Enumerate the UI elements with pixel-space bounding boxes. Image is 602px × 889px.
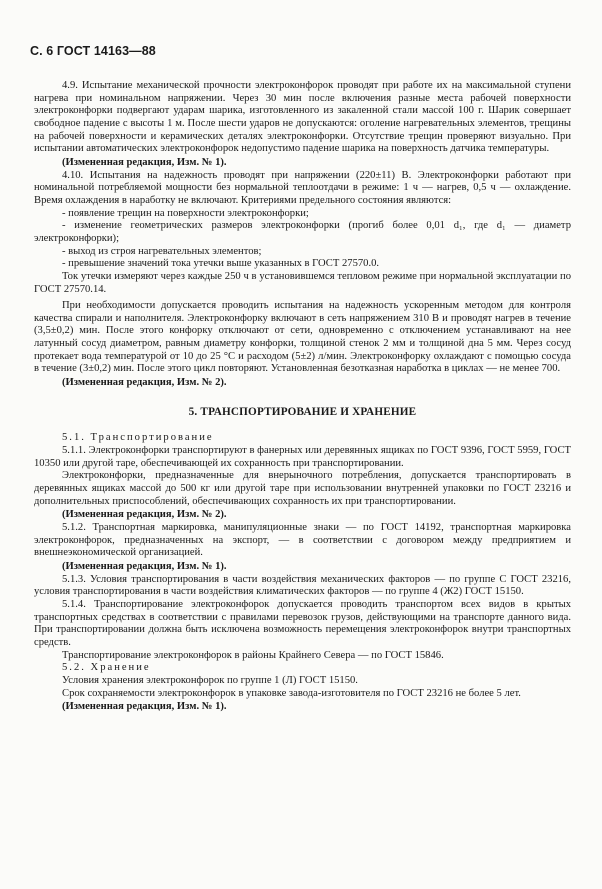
- subsection-5-1: 5.1. Транспортирование: [62, 432, 214, 444]
- criteria-item: - появление трещин на поверхности электроконфорки;: [62, 207, 309, 219]
- criteria-item: - изменение геометрических размеров электроконфорки (прогиб более 0,01 d₁, где d₁ — диаметр электроконфорки);: [34, 220, 571, 244]
- page-header: С. 6 ГОСТ 14163—88: [30, 44, 156, 58]
- paragraph-shelf-life: Срок сохраняемости электроконфорок в упаковке завода-изготовителя по ГОСТ 23216 не более 5 лет.: [62, 687, 521, 699]
- edition-note: (Измененная редакция, Изм. № 1).: [62, 560, 227, 572]
- edition-note: (Измененная редакция, Изм. № 1).: [62, 156, 227, 168]
- edition-note: (Измененная редакция, Изм. № 1).: [62, 701, 227, 713]
- paragraph-leakage-current: Ток утечки измеряют через каждые 250 ч в установившемся тепловом режиме при нормальной эксплуатации по ГОСТ 27570.14.: [34, 270, 571, 295]
- paragraph-5-1-3: 5.1.3. Условия транспортирования в части воздействия механических факторов — по группе С ГОСТ 23216, условия транспортирования в части воздействия климатических факторов — по группе 4 (Ж2) ГОСТ 15150.: [34, 573, 571, 598]
- edition-note: (Измененная редакция, Изм. № 2).: [62, 509, 227, 521]
- paragraph-5-1-4-b: Транспортирование электроконфорок в районы Крайнего Севера — по ГОСТ 15846.: [62, 649, 444, 661]
- document-body: [34, 80, 571, 714]
- paragraph-5-1-4: 5.1.4. Транспортирование электроконфорок допускается проводить транспортом всех видов в крытых транспортных средствах в соответствии с правилами перевозок грузов, действующими на транспорте данного вида. При транспортировании должна быть исключена возможность перемещения электроконфорок внутри транспортных средств.: [34, 598, 571, 648]
- paragraph-4-9: 4.9. Испытание механической прочности электроконфорок проводят при работе их на максимальной ступени нагрева при номинальном напряжении. Через 30 мин после включения разные места рабочей поверхности электроконфорки подвергают ударам шарика, изготовленного из закаленной стали массой 100 г. Шарик совершает свободное падение с высоты 1 м. После шести ударов не допускаются: оголение нагревательных элементов, трещины на рабочей поверхности и керамических деталях электроконфорки. Отсутствие трещин проверяют визуально. При испытании автоматических электроконфорок недопустимо падение шарика на поверхность датчика температуры.: [34, 80, 571, 155]
- edition-note: (Измененная редакция, Изм. № 2).: [62, 377, 227, 389]
- paragraph-5-1-2: 5.1.2. Транспортная маркировка, манипуляционные знаки — по ГОСТ 14192, транспортная маркировка электроконфорок, предназначенных на экспорт, — в соответствии с договором между предприятием и внешнеэкономической организацией.: [34, 522, 571, 559]
- paragraph-5-1-1-b: Электроконфорки, предназначенные для внерыночного потребления, допускается транспортировать в деревянных ящиках массой до 500 кг или другой таре при использовании внутренней упаковки по ГОСТ 23216 и дополнительных приспособлений, обеспечивающих сохранность их при транспортировании.: [34, 470, 571, 507]
- criteria-item: - превышение значений тока утечки выше указанных в ГОСТ 27570.0.: [62, 258, 380, 270]
- subsection-5-2: 5.2. Хранение: [62, 662, 151, 674]
- paragraph-accelerated-test: При необходимости допускается проводить испытания на надежность ускоренным методом для контроля качества спирали и наполнителя. Электроконфорку включают в сеть напряжением 310 В и проводят нагрев в течение (3,5±0,2) мин. После этого конфорку отключают от сети, одновременно с отключением устанавливают на нее латунный сосуд диаметром, равным диаметру конфорки, толщиной стенок 2 мм и толщиной дна 5 мм. Через сосуд протекает вода температурой от 10 до 25 °С и расходом (5±2) л/мин. Электроконфорку охлаждают с помощью сосуда в течение (3±0,2) мин. После этого цикл повторяют. Установленная безотказная наработка в циклах — не менее 700.: [34, 300, 571, 375]
- paragraph-storage-conditions: Условия хранения электроконфорок по группе 1 (Л) ГОСТ 15150.: [62, 674, 358, 686]
- section-title: 5. ТРАНСПОРТИРОВАНИЕ И ХРАНЕНИЕ: [188, 405, 417, 418]
- paragraph-5-1-1: 5.1.1. Электроконфорки транспортируют в фанерных или деревянных ящиках по ГОСТ 9396, ГОСТ 5959, ГОСТ 10350 или другой таре, обеспечивающей их сохранность при транспортировании.: [34, 445, 571, 469]
- criteria-item: - выход из строя нагревательных элементов;: [62, 245, 262, 257]
- paragraph-4-10: 4.10. Испытания на надежность проводят при напряжении (220±11) В. Электроконфорки работают при номинальной потребляемой мощности без нормальной теплоотдачи в режиме: 1 ч — нагрев, 0,5 ч — охлаждение. Время охлаждения в наработку не включают. Критериями предельного состояния являются:: [34, 169, 571, 206]
